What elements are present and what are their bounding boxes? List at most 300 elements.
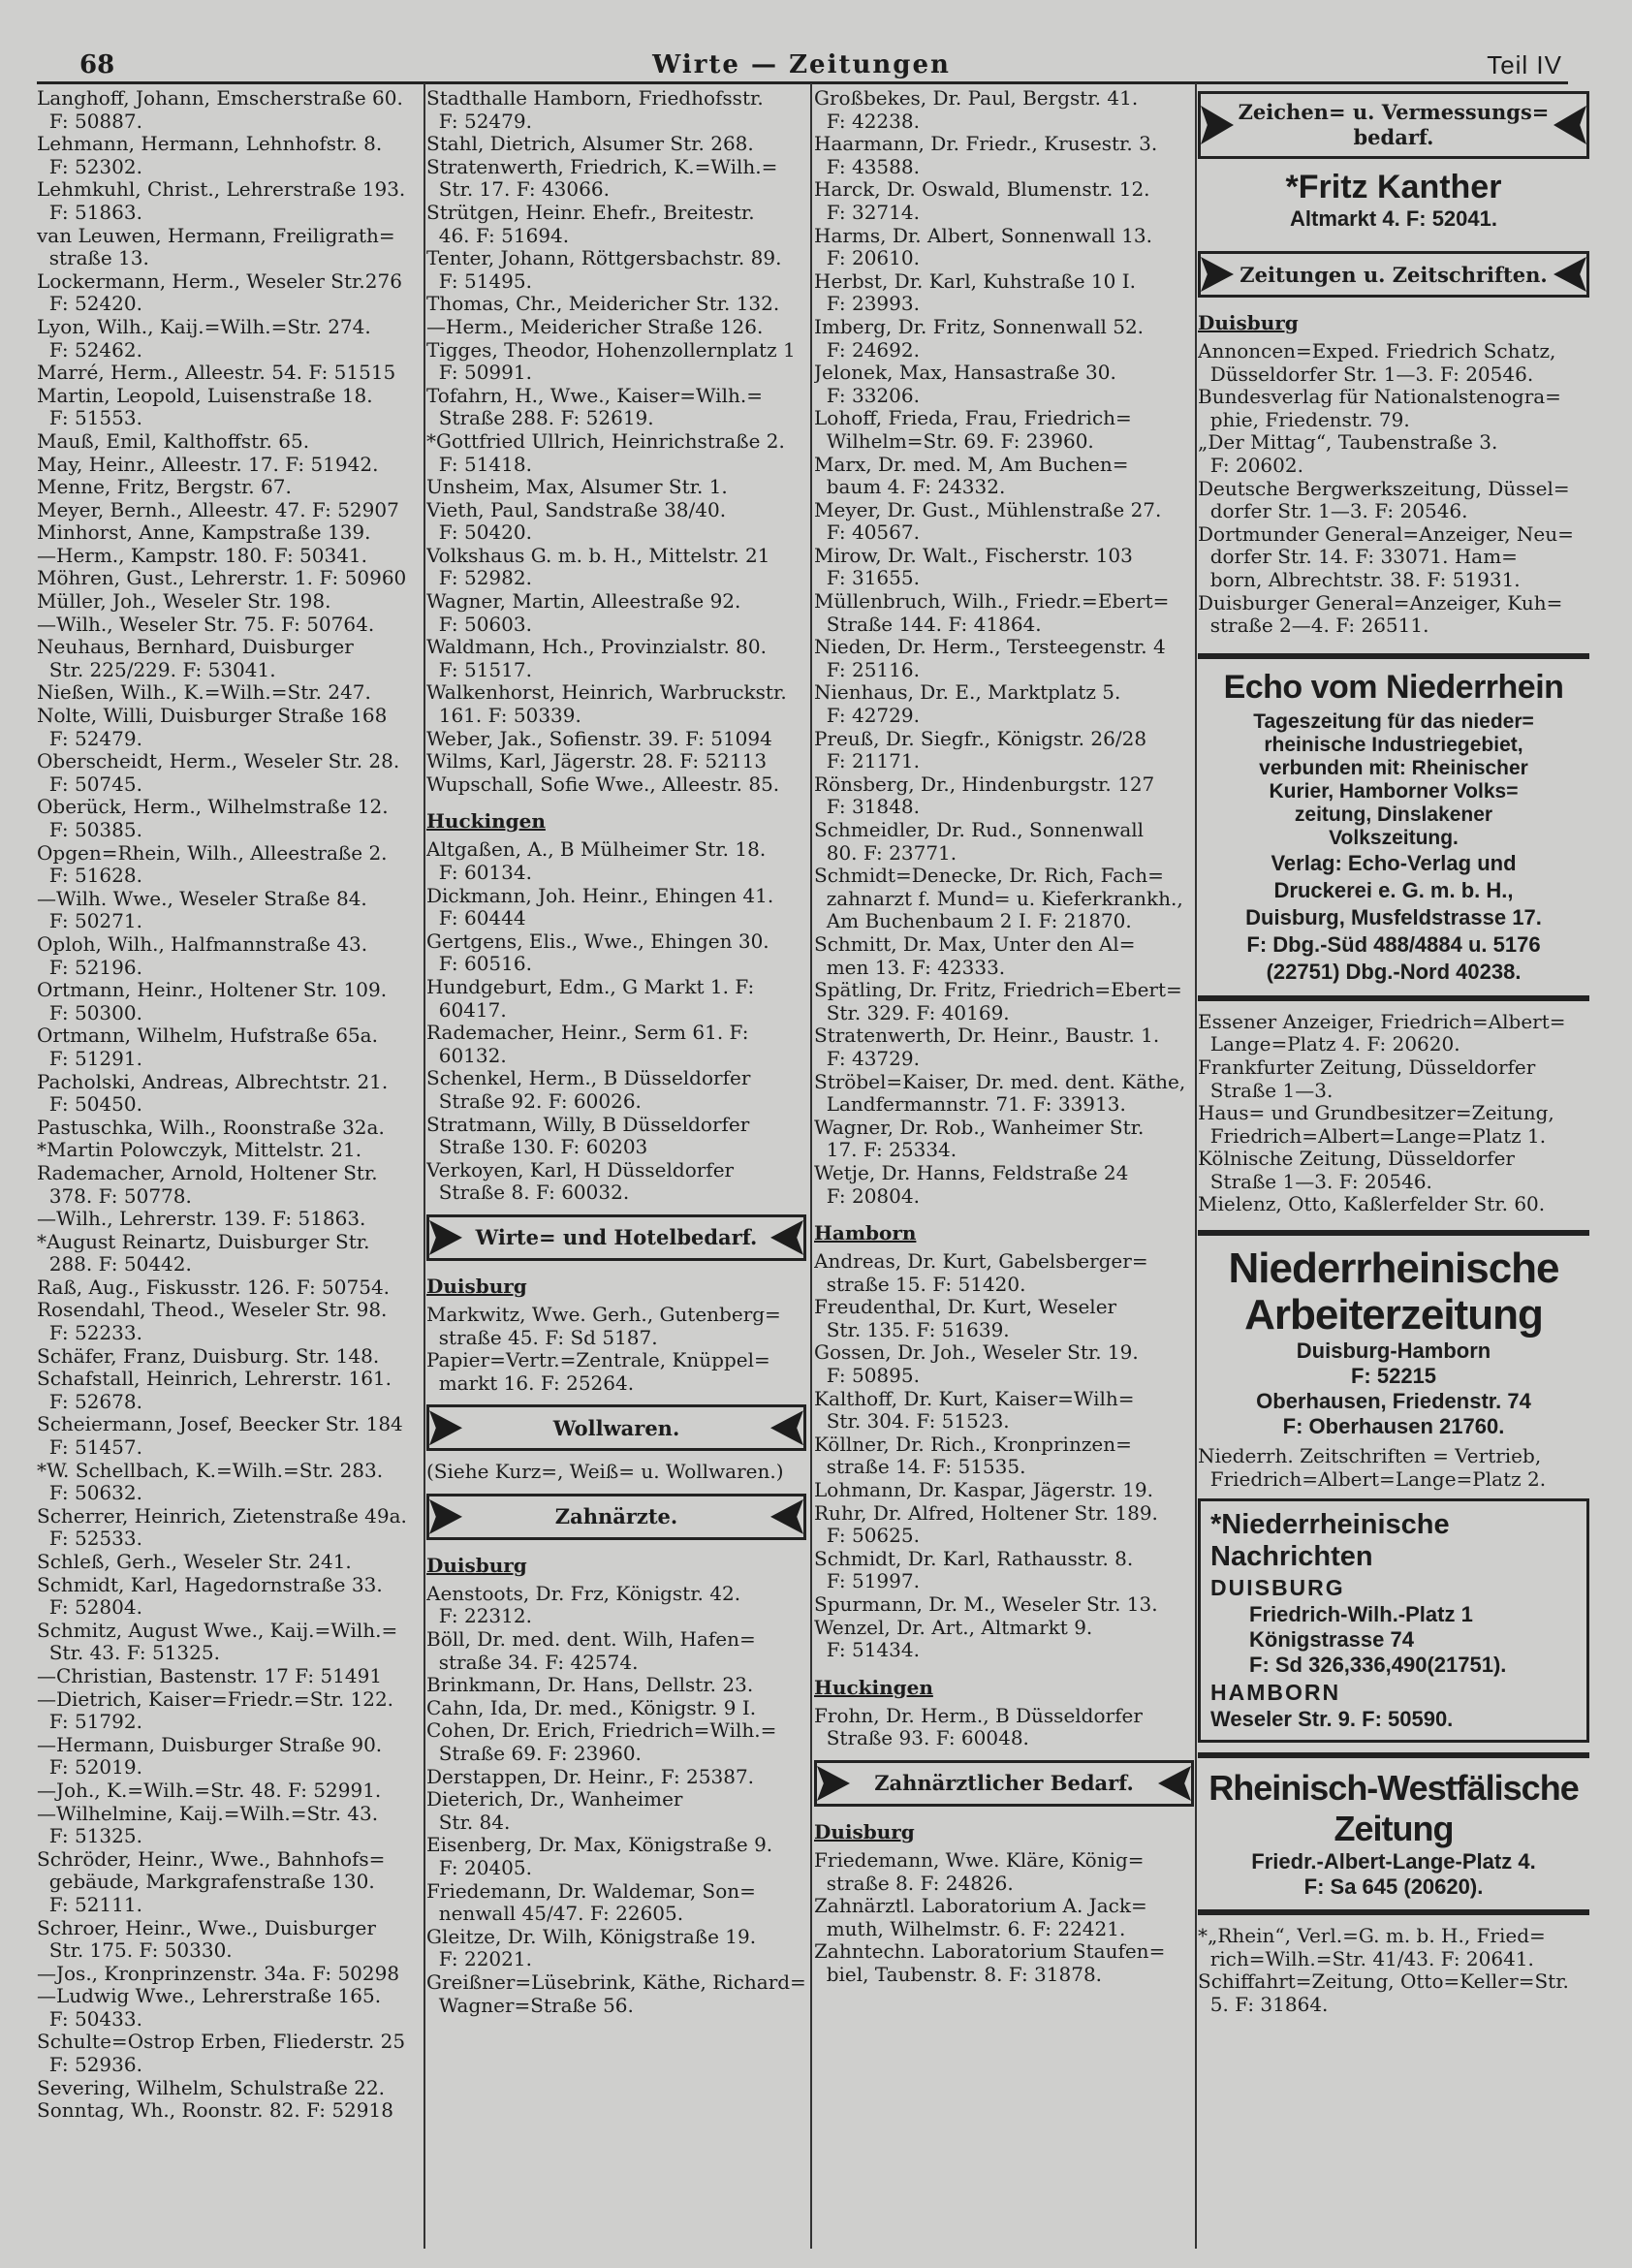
- entry-line: F: 32714.: [814, 200, 920, 224]
- entry-line: Schafstall, Heinrich, Lehrerstr. 161.: [37, 1367, 392, 1391]
- entry-line: Wagner, Dr. Rob., Wanheimer Str.: [814, 1115, 1145, 1139]
- entry-line: F: 52479.: [37, 726, 142, 750]
- ad-address: Weseler Str. 9. F: 50590.: [1210, 1707, 1454, 1732]
- entry-line: nenwall 45/47. F: 22605.: [426, 1902, 684, 1926]
- ad-rule: [1198, 1752, 1589, 1758]
- entry-line: Thomas, Chr., Meidericher Str. 132.: [426, 292, 780, 316]
- entry-line: F: 52678.: [37, 1389, 142, 1413]
- entry-line: Hundgeburt, Edm., G Markt 1. F:: [426, 974, 755, 998]
- entry-list: [1198, 1011, 1589, 1216]
- entry-line: —Wilhelmine, Kaij.=Wilh.=Str. 43.: [37, 1801, 379, 1825]
- entry-line: F: 31848.: [814, 795, 920, 819]
- entry-line: Herbst, Dr. Karl, Kuhstraße 10 I.: [814, 268, 1136, 293]
- entry-line: Str. 225/229. F: 53041.: [37, 657, 276, 681]
- entry-line: Frankfurter Zeitung, Düsseldorfer: [1198, 1055, 1536, 1079]
- category-box: [1198, 251, 1589, 298]
- category-box: [426, 1214, 806, 1261]
- entry-line: Müller, Joh., Weseler Str. 198.: [37, 589, 331, 614]
- entry-line: Lehmkuhl, Christ., Lehrerstraße 193.: [37, 177, 406, 202]
- entry-line: F: 22312.: [426, 1604, 532, 1628]
- category-title: Zeitungen u. Zeitschriften.: [1240, 262, 1548, 287]
- part-label: Teil IV: [1487, 50, 1562, 79]
- entry-line: Neuhaus, Bernhard, Duisburger: [37, 635, 354, 659]
- entry-line: F: 51418.: [426, 452, 532, 476]
- entry-line: F: 20610.: [814, 246, 920, 270]
- column-1: [37, 87, 421, 2254]
- entry-list: [814, 87, 1194, 1208]
- entry-line: May, Heinr., Alleestr. 17. F: 51942.: [37, 452, 379, 476]
- entry-line: Ortmann, Heinr., Holtener Str. 109.: [37, 978, 388, 1002]
- ad-rule: [1198, 1909, 1589, 1915]
- entry-line: F: 25116.: [814, 657, 920, 681]
- category-title: Zeichen= u. Vermessungs= bedarf.: [1238, 100, 1550, 149]
- entry-line: Stadthalle Hamborn, Friedhofsstr.: [426, 87, 764, 110]
- arrow-ornament-icon: [429, 1499, 462, 1534]
- entry-line: Schmitt, Dr. Max, Unter den Al=: [814, 931, 1136, 956]
- entry-line: F: 60516.: [426, 952, 532, 976]
- entry-line: verbunden mit: Rheinischer: [1259, 756, 1528, 779]
- entry-line: Markwitz, Wwe. Gerh., Gutenberg=: [426, 1302, 781, 1326]
- entry-line: *„Rhein“, Verl.=G. m. b. H., Fried=: [1198, 1924, 1546, 1948]
- entry-list: [426, 1583, 806, 2017]
- entry-line: 17. F: 25334.: [814, 1138, 957, 1162]
- section-heading: Hamborn: [814, 1221, 917, 1245]
- entry-line: F: 50300.: [37, 1000, 142, 1024]
- entry-line: Raß, Aug., Fiskusstr. 126. F: 50754.: [37, 1275, 391, 1299]
- entry-line: Rademacher, Arnold, Holtener Str.: [37, 1160, 378, 1184]
- entry-line: Wilhelm=Str. 69. F: 23960.: [814, 428, 1094, 453]
- entry-line: F: Sd 326,336,490(21751).: [1249, 1653, 1507, 1678]
- entry-line: straße 15. F: 51420.: [814, 1272, 1026, 1296]
- entry-line: F: 52196.: [37, 955, 142, 979]
- arrow-ornament-icon: [1554, 106, 1586, 144]
- entry-line: Bundesverlag für Nationalstenogra=: [1198, 385, 1561, 409]
- entry-line: F: 20405.: [426, 1856, 532, 1879]
- entry-line: —Herm., Meidericher Straße 126.: [426, 314, 764, 338]
- entry-line: F: 52479.: [426, 109, 532, 133]
- entry-line: Martin, Leopold, Luisenstraße 18.: [37, 383, 373, 407]
- column-4: [1198, 87, 1589, 2254]
- entry-line: Rosendahl, Theod., Weseler Str. 98.: [37, 1298, 388, 1322]
- column-3: [814, 87, 1194, 2254]
- entry-line: Ströbel=Kaiser, Dr. med. dent. Käthe,: [814, 1069, 1186, 1093]
- entry-line: Wenzel, Dr. Art., Altmarkt 9.: [814, 1615, 1093, 1639]
- entry-line: Schmeidler, Dr. Rud., Sonnenwall: [814, 818, 1145, 841]
- arrow-ornament-icon: [770, 1499, 803, 1534]
- entry-line: F: 23993.: [814, 292, 920, 316]
- entry-line: Lyon, Wilh., Kaij.=Wilh.=Str. 274.: [37, 314, 371, 338]
- entry-line: Straße 8. F: 60032.: [426, 1181, 630, 1205]
- entry-line: Nieden, Dr. Herm., Tersteegenstr. 4: [814, 635, 1166, 659]
- advertiser-address: Altmarkt 4. F: 52041.: [1290, 206, 1497, 231]
- entry-line: Straße 93. F: 60048.: [814, 1726, 1029, 1750]
- column-divider: [1195, 83, 1197, 2249]
- entry-line: Ruhr, Dr. Alfred, Holtener Str. 189.: [814, 1500, 1158, 1525]
- entry-line: Schulte=Ostrop Erben, Fliederstr. 25: [37, 2030, 406, 2054]
- entry-list: [1198, 1925, 1589, 2016]
- ad-title: Niederrheinische: [1228, 1244, 1559, 1293]
- category-title: Zahnärzte.: [554, 1504, 678, 1529]
- entry-line: F: 20602.: [1198, 453, 1303, 477]
- entry-line: F: 51863.: [37, 200, 142, 224]
- entry-line: —Ludwig Wwe., Lehrerstraße 165.: [37, 1984, 382, 2008]
- ad-details: [1198, 1849, 1589, 1900]
- entry-line: dorfer Str. 14. F: 33071. Ham=: [1198, 545, 1518, 569]
- entry-line: Marx, Dr. med. M, Am Buchen=: [814, 452, 1129, 476]
- entry-line: F: 51792.: [37, 1710, 142, 1734]
- entry-line: Oploh, Wilh., Halfmannstraße 43.: [37, 931, 368, 956]
- entry-line: Eisenberg, Dr. Max, Königstraße 9.: [426, 1833, 773, 1857]
- entry-line: Müllenbruch, Wilh., Friedr.=Ebert=: [814, 589, 1170, 614]
- entry-line: F: 52804.: [37, 1595, 142, 1620]
- entry-line: Nienhaus, Dr. E., Marktplatz 5.: [814, 680, 1121, 705]
- entry-line: Verlag: Echo-Verlag und: [1271, 850, 1517, 875]
- entry-line: Verkoyen, Karl, H Düsseldorfer: [426, 1157, 735, 1181]
- entry-line: straße 14. F: 51535.: [814, 1455, 1026, 1479]
- cross-reference: (Siehe Kurz=, Weiß= u. Wollwaren.): [426, 1460, 784, 1484]
- entry-line: Kalthoff, Dr. Kurt, Kaiser=Wilh=: [814, 1386, 1135, 1410]
- entry-line: Tenter, Johann, Röttgersbachstr. 89.: [426, 246, 782, 270]
- arrow-ornament-icon: [1554, 257, 1586, 292]
- entry-line: Cohen, Dr. Erich, Friedrich=Wilh.=: [426, 1718, 777, 1743]
- entry-line: Minhorst, Anne, Kampstraße 139.: [37, 520, 371, 545]
- entry-list: [426, 87, 806, 796]
- entry-list: [814, 1849, 1194, 1987]
- entry-line: Marré, Herm., Alleestr. 54. F: 51515: [37, 361, 396, 385]
- entry-line: Meyer, Dr. Gust., Mühlenstraße 27.: [814, 497, 1162, 521]
- category-title: Zahnärztlicher Bedarf.: [874, 1771, 1134, 1796]
- entry-line: Straße 92. F: 60026.: [426, 1088, 642, 1113]
- arrow-ornament-icon: [817, 1766, 850, 1801]
- entry-line: straße 13.: [37, 246, 149, 270]
- entry-line: Freudenthal, Dr. Kurt, Weseler: [814, 1295, 1117, 1319]
- entry-line: Friedr.-Albert-Lange-Platz 4.: [1251, 1849, 1536, 1874]
- entry-line: *Gottfried Ullrich, Heinrichstraße 2.: [426, 428, 785, 453]
- entry-line: Deutsche Bergwerkszeitung, Düssel=: [1198, 476, 1570, 500]
- entry-line: F: 42238.: [814, 109, 920, 133]
- entry-line: F: 42729.: [814, 704, 920, 728]
- section-heading: Huckingen: [426, 809, 546, 834]
- entry-line: Harms, Dr. Albert, Sonnenwall 13.: [814, 223, 1152, 247]
- entry-line: Langhoff, Johann, Emscherstraße 60.: [37, 87, 403, 110]
- entry-line: Sonntag, Wh., Roonstr. 82. F: 52918: [37, 2098, 393, 2123]
- entry-line: F: 50745.: [37, 772, 142, 796]
- entry-line: Friedrich=Albert=Lange=Platz 1.: [1198, 1123, 1547, 1148]
- entry-line: Schröder, Heinr., Wwe., Bahnhofs=: [37, 1846, 386, 1871]
- arrow-ornament-icon: [770, 1410, 803, 1445]
- entry-line: Imberg, Dr. Fritz, Sonnenwall 52.: [814, 314, 1145, 338]
- arrow-ornament-icon: [1158, 1766, 1191, 1801]
- entry-line: gebäude, Markgrafenstraße 130.: [37, 1870, 375, 1894]
- entry-line: straße 8. F: 24826.: [814, 1871, 1014, 1895]
- entry-line: Str. 135. F: 51639.: [814, 1317, 1010, 1341]
- entry-line: Lohmann, Dr. Kaspar, Jägerstr. 19.: [814, 1478, 1153, 1502]
- entry-line: Tageszeitung für das nieder=: [1253, 709, 1534, 733]
- entry-line: Friedrich-Wilh.-Platz 1: [1249, 1602, 1473, 1627]
- entry-line: 288. F: 50442.: [37, 1252, 192, 1276]
- entry-line: Wagner, Martin, Alleestraße 92.: [426, 589, 741, 614]
- advertiser-name: *Fritz Kanther: [1285, 169, 1502, 205]
- entry-line: 60132.: [426, 1043, 507, 1067]
- entry-line: Wetje, Dr. Hanns, Feldstraße 24: [814, 1160, 1129, 1184]
- entry-line: F: 24692.: [814, 337, 920, 362]
- entry-line: Essener Anzeiger, Friedrich=Albert=: [1198, 1009, 1566, 1033]
- entry-line: F: 52420.: [37, 292, 142, 316]
- arrow-ornament-icon: [770, 1220, 803, 1255]
- entry-line: 161. F: 50339.: [426, 704, 581, 728]
- entry-line: F: 60134.: [426, 861, 532, 884]
- entry-line: Greißner=Lüsebrink, Käthe, Richard=: [426, 1969, 806, 1994]
- page-header: [41, 47, 1562, 83]
- entry-line: F: Oberhausen 21760.: [1282, 1414, 1505, 1439]
- entry-line: Stahl, Dietrich, Alsumer Str. 268.: [426, 132, 754, 156]
- entry-line: Friedemann, Dr. Waldemar, Son=: [426, 1878, 756, 1903]
- entry-line: Schiffahrt=Zeitung, Otto=Keller=Str.: [1198, 1969, 1569, 1994]
- entry-line: F: 51553.: [37, 406, 142, 430]
- column-divider: [424, 83, 425, 2249]
- entry-line: F: 50433.: [37, 2006, 142, 2031]
- entry-line: Schäfer, Franz, Duisburg. Str. 148.: [37, 1343, 380, 1368]
- entry-line: 46. F: 51694.: [426, 223, 570, 247]
- entry-line: Am Buchenbaum 2 I. F: 21870.: [814, 909, 1132, 933]
- entry-line: —Christian, Bastenstr. 17 F: 51491: [37, 1663, 383, 1687]
- ad-address: [1210, 1602, 1577, 1678]
- entry-line: Wagner=Straße 56.: [426, 1993, 634, 2017]
- ad-rule: [1198, 653, 1589, 659]
- entry-list: [814, 1705, 1194, 1750]
- entry-line: F: 20804.: [814, 1183, 920, 1208]
- entry-line: F: 43588.: [814, 154, 920, 178]
- entry-line: zahnarzt f. Mund= u. Kieferkrankh.,: [814, 886, 1183, 910]
- arrow-ornament-icon: [1201, 106, 1234, 144]
- entry-line: Str. 43. F: 51325.: [37, 1641, 220, 1665]
- entry-line: phie, Friedenstr. 79.: [1198, 407, 1410, 431]
- entry-list: [426, 1304, 806, 1395]
- entry-line: Spurmann, Dr. M., Weseler Str. 13.: [814, 1592, 1158, 1616]
- entry-line: Schmidt=Denecke, Dr. Rich, Fach=: [814, 864, 1164, 888]
- ad-title: Arbeiterzeitung: [1244, 1291, 1543, 1339]
- entry-line: muth, Wilhelmstr. 6. F: 22421.: [814, 1916, 1126, 1940]
- page-number: 68: [79, 50, 115, 79]
- entry-line: F: 50625.: [814, 1524, 920, 1548]
- entry-line: Zahnärztl. Laboratorium A. Jack=: [814, 1894, 1147, 1918]
- entry-line: dorfer Str. 1—3. F: 20546.: [1198, 499, 1468, 523]
- entry-line: Strütgen, Heinr. Ehefr., Breitestr.: [426, 200, 755, 224]
- entry-line: biel, Taubenstr. 8. F: 31878.: [814, 1962, 1103, 1986]
- entry-line: F: 50450.: [37, 1092, 142, 1117]
- entry-line: F: 51457.: [37, 1435, 142, 1460]
- entry-line: Duisburg-Hamborn: [1296, 1339, 1491, 1364]
- entry-line: „Der Mittag“, Taubenstraße 3.: [1198, 430, 1498, 455]
- entry-line: Dieterich, Dr., Wanheimer: [426, 1787, 683, 1811]
- entry-line: Friedrich=Albert=Lange=Platz 2.: [1198, 1466, 1547, 1491]
- entry-line: F: 50420.: [426, 520, 532, 545]
- entry-line: —Wilh., Lehrerstr. 139. F: 51863.: [37, 1207, 366, 1231]
- entry-line: F: 50895.: [814, 1364, 920, 1388]
- entry-line: Ortmann, Wilhelm, Hufstraße 65a.: [37, 1024, 378, 1048]
- entry-line: Druckerei e. G. m. b. H.,: [1273, 877, 1514, 902]
- ad-city: HAMBORN: [1210, 1680, 1341, 1706]
- section-heading: Duisburg: [1198, 311, 1299, 334]
- entry-line: Stratenwerth, Dr. Heinr., Baustr. 1.: [814, 1024, 1160, 1048]
- entry-line: Meyer, Bernh., Alleestr. 47. F: 52907: [37, 497, 399, 521]
- ad-title: Zeitung: [1334, 1809, 1454, 1849]
- entry-line: Aenstoots, Dr. Frz, Königstr. 42.: [426, 1581, 741, 1605]
- entry-line: —Hermann, Duisburger Straße 90.: [37, 1732, 383, 1756]
- entry-list: [814, 1250, 1194, 1662]
- entry-line: Lockermann, Herm., Weseler Str.276: [37, 268, 402, 293]
- entry-line: Unsheim, Max, Alsumer Str. 1.: [426, 475, 728, 499]
- entry-line: Frohn, Dr. Herm., B Düsseldorfer: [814, 1703, 1143, 1727]
- ad-rule: [1198, 1230, 1589, 1236]
- arbeiterzeitung-advertisement: [1198, 1245, 1589, 1439]
- entry-line: Straße 130. F: 60203: [426, 1135, 648, 1159]
- entry-line: —Jos., Kronprinzenstr. 34a. F: 50298: [37, 1961, 400, 1985]
- entry-line: —Dietrich, Kaiser=Friedr.=Str. 122.: [37, 1686, 394, 1711]
- echo-advertisement: [1198, 669, 1589, 986]
- entry-line: Mauß, Emil, Kalthoffstr. 65.: [37, 428, 310, 453]
- entry-line: Haus= und Grundbesitzer=Zeitung,: [1198, 1101, 1554, 1125]
- entry-list: [1198, 340, 1589, 638]
- entry-line: Volkshaus G. m. b. H., Mittelstr. 21: [426, 543, 770, 567]
- entry-line: Papier=Vertr.=Zentrale, Knüppel=: [426, 1348, 770, 1372]
- entry-line: Königstrasse 74: [1249, 1627, 1414, 1653]
- entry-line: Lange=Platz 4. F: 20620.: [1198, 1032, 1460, 1056]
- entry-line: F: 50603.: [426, 612, 532, 636]
- ad-publisher: [1198, 850, 1589, 986]
- entry-line: —Herm., Kampstr. 180. F: 50341.: [37, 543, 368, 567]
- entry-line: Friedemann, Wwe. Kläre, König=: [814, 1847, 1145, 1872]
- entry-line: born, Albrechtstr. 38. F: 51931.: [1198, 567, 1521, 591]
- nachrichten-advertisement: [1198, 1498, 1589, 1743]
- entry-line: F: 50887.: [37, 109, 142, 133]
- entry-line: Rönsberg, Dr., Hindenburgstr. 127: [814, 772, 1155, 796]
- entry-line: Gossen, Dr. Joh., Weseler Str. 19.: [814, 1340, 1139, 1365]
- entry-line: Schmidt, Dr. Karl, Rathausstr. 8.: [814, 1546, 1134, 1570]
- entry-line: Str. 175. F: 50330.: [37, 1938, 233, 1963]
- entry-line: Straße 1—3.: [1198, 1078, 1334, 1102]
- entry-line: F: 51628.: [37, 864, 142, 888]
- entry-line: Düsseldorfer Str. 1—3. F: 20546.: [1198, 362, 1534, 386]
- entry-line: men 13. F: 42333.: [814, 955, 1006, 979]
- entry-line: Wupschall, Sofie Wwe., Alleestr. 85.: [426, 772, 780, 796]
- entry-line: F: 52936.: [37, 2053, 142, 2077]
- entry-line: Str. 84.: [426, 1810, 511, 1834]
- entry-line: Derstappen, Dr. Heinr., F: 25387.: [426, 1764, 755, 1788]
- entry-line: F: 21171.: [814, 749, 920, 773]
- entry-line: Kurier, Hamborner Volks=: [1269, 779, 1519, 803]
- entry-line: Oberück, Herm., Wilhelmstraße 12.: [37, 795, 389, 819]
- entry-line: Haarmann, Dr. Friedr., Krusestr. 3.: [814, 132, 1158, 156]
- entry-line: Brinkmann, Dr. Hans, Dellstr. 23.: [426, 1673, 754, 1697]
- entry-line: F: 22021.: [426, 1947, 532, 1971]
- entry-line: F: 43729.: [814, 1046, 920, 1070]
- entry-line: Schroer, Heinr., Wwe., Duisburger: [37, 1915, 376, 1939]
- ad-title: Echo vom Niederrhein: [1223, 668, 1564, 706]
- entry-line: Wilms, Karl, Jägerstr. 28. F: 52113: [426, 749, 768, 773]
- entry-line: Nießen, Wilh., K.=Wilh.=Str. 247.: [37, 680, 371, 705]
- entry-line: Weber, Jak., Sofienstr. 39. F: 51094: [426, 726, 772, 750]
- arrow-ornament-icon: [1201, 257, 1234, 292]
- column-divider: [810, 83, 812, 2249]
- entry-line: Niederrh. Zeitschriften = Vertrieb,: [1198, 1444, 1542, 1468]
- category-box: [426, 1494, 806, 1540]
- entry-line: Oberscheidt, Herm., Weseler Str. 28.: [37, 749, 400, 773]
- entry-line: Severing, Wilhelm, Schulstraße 22.: [37, 2075, 386, 2099]
- entry-line: straße 45. F: Sd 5187.: [426, 1325, 658, 1349]
- entry-line: Walkenhorst, Heinrich, Warbruckstr.: [426, 680, 787, 705]
- entry-line: F: 51517.: [426, 657, 532, 681]
- section-heading: Duisburg: [426, 1553, 527, 1577]
- column-2: [426, 87, 806, 2254]
- entry-line: F: Dbg.-Süd 488/4884 u. 5176: [1246, 931, 1541, 957]
- entry-line: Böll, Dr. med. dent. Wilh, Hafen=: [426, 1627, 756, 1652]
- entry-line: Landfermannstr. 71. F: 33913.: [814, 1092, 1126, 1117]
- entry-line: Gleitze, Dr. Wilh, Königstraße 19.: [426, 1924, 757, 1948]
- entry-line: Andreas, Dr. Kurt, Gabelsberger=: [814, 1249, 1148, 1274]
- entry-line: Mielenz, Otto, Kaßlerfelder Str. 60.: [1198, 1192, 1546, 1216]
- entry-line: Waldmann, Hch., Provinzialstr. 80.: [426, 635, 767, 659]
- entry-list: [426, 838, 806, 1205]
- entry-line: Mirow, Dr. Walt., Fischerstr. 103: [814, 543, 1133, 567]
- page-title: Wirte — Zeitungen: [652, 50, 951, 79]
- rwz-advertisement: [1198, 1768, 1589, 1900]
- entry-line: Gertgens, Elis., Wwe., Ehingen 30.: [426, 929, 769, 953]
- entry-line: Preuß, Dr. Siegfr., Königstr. 26/28: [814, 726, 1147, 750]
- category-title: Wollwaren.: [552, 1415, 680, 1440]
- entry-list: [1198, 1445, 1589, 1491]
- entry-line: F: 52019.: [37, 1755, 142, 1780]
- entry-line: F: 50991.: [426, 361, 532, 385]
- entry-line: Dortmunder General=Anzeiger, Neu=: [1198, 521, 1574, 546]
- entry-line: Scherrer, Heinrich, Zietenstraße 49a.: [37, 1503, 407, 1528]
- entry-line: Lehmann, Hermann, Lehnhofstr. 8.: [37, 132, 383, 156]
- entry-line: straße 2—4. F: 26511.: [1198, 614, 1429, 638]
- entry-line: rheinische Industriegebiet,: [1264, 733, 1523, 756]
- entry-line: straße 34. F: 42574.: [426, 1650, 639, 1674]
- entry-line: Duisburger General=Anzeiger, Kuh=: [1198, 590, 1563, 614]
- entry-line: Schmidt, Karl, Hagedornstraße 33.: [37, 1572, 383, 1596]
- entry-line: markt 16. F: 25264.: [426, 1370, 635, 1395]
- entry-line: Harck, Dr. Oswald, Blumenstr. 12.: [814, 177, 1150, 202]
- entry-line: van Leuwen, Hermann, Freiligrath=: [37, 223, 395, 247]
- entry-line: F: 50271.: [37, 909, 142, 933]
- ad-title: Rheinisch-Westfälische: [1208, 1768, 1579, 1809]
- ad-subtitle: [1198, 710, 1589, 850]
- entry-line: Straße 69. F: 23960.: [426, 1742, 642, 1766]
- entry-line: F: 52302.: [37, 154, 142, 178]
- arrow-ornament-icon: [429, 1220, 462, 1255]
- entry-line: 5. F: 31864.: [1198, 1993, 1329, 2017]
- entry-line: F: 52111.: [37, 1892, 142, 1916]
- entry-line: Volkszeitung.: [1329, 826, 1459, 849]
- entry-line: Str. 17. F: 43066.: [426, 177, 610, 202]
- entry-line: Stratenwerth, Friedrich, K.=Wilh.=: [426, 154, 778, 178]
- entry-line: baum 4. F: 24332.: [814, 475, 1006, 499]
- entry-line: Straße 288. F: 52619.: [426, 406, 654, 430]
- entry-line: F: 52215: [1350, 1364, 1437, 1389]
- entry-line: Duisburg, Musfeldstrasse 17.: [1245, 904, 1542, 929]
- entry-line: F: 33206.: [814, 383, 920, 407]
- entry-line: Str. 329. F: 40169.: [814, 1000, 1010, 1024]
- entry-line: Schleß, Gerh., Weseler Str. 241.: [37, 1550, 352, 1573]
- entry-line: 80. F: 23771.: [814, 840, 957, 865]
- ad-details: [1198, 1339, 1589, 1439]
- section-heading: Duisburg: [426, 1274, 527, 1298]
- section-heading: Duisburg: [814, 1819, 915, 1843]
- entry-line: Rademacher, Heinr., Serm 61. F:: [426, 1021, 749, 1045]
- entry-line: *Martin Polowczyk, Mittelstr. 21.: [37, 1138, 362, 1162]
